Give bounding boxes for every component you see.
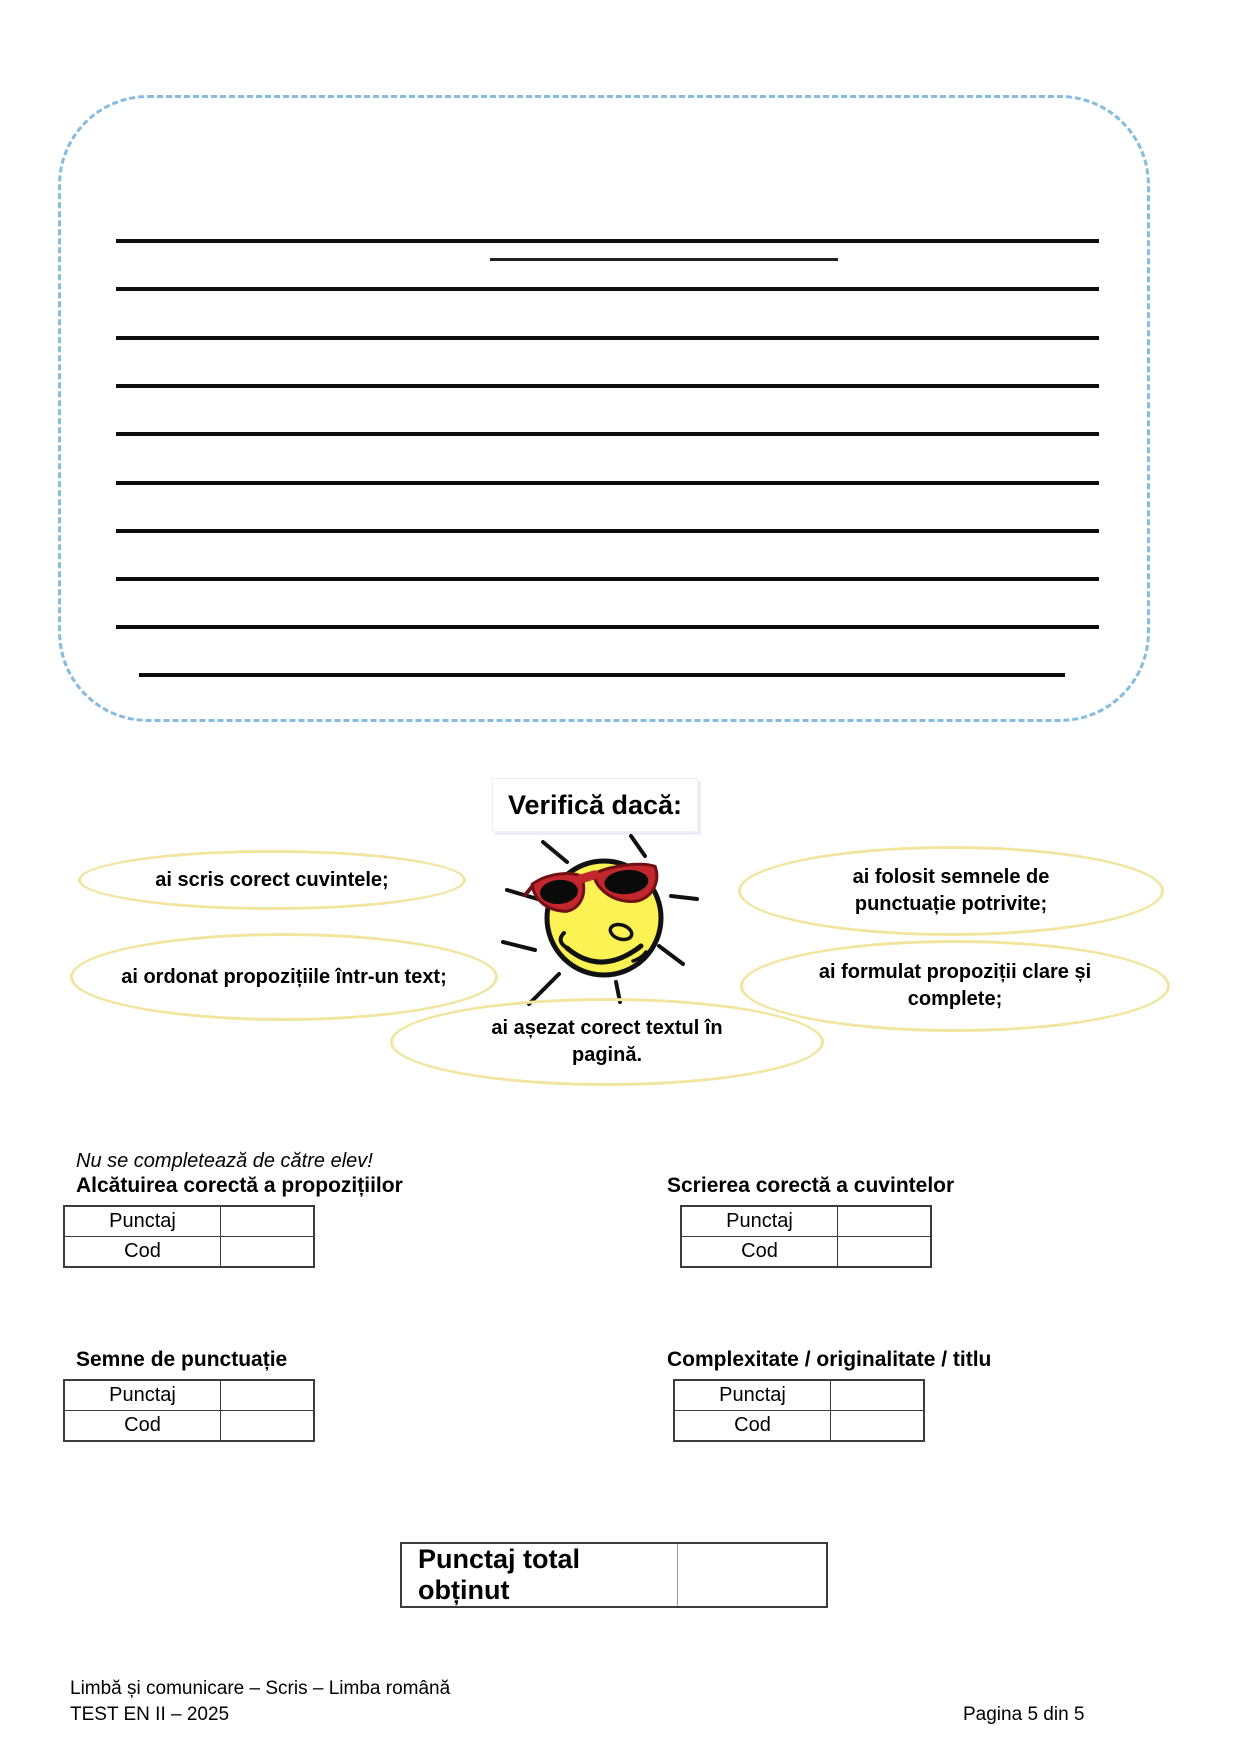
checklist-bubble-page-layout <box>390 998 824 1086</box>
cod-value-cell[interactable] <box>831 1411 923 1440</box>
punctaj-label-cell: Punctaj <box>65 1381 221 1410</box>
cod-label-cell: Cod <box>682 1237 838 1266</box>
cod-label-cell: Cod <box>65 1237 221 1266</box>
punctaj-row <box>65 1207 313 1237</box>
writing-line[interactable] <box>116 239 1099 243</box>
writing-line[interactable] <box>116 481 1099 485</box>
total-score-value-cell[interactable] <box>678 1544 826 1606</box>
punctaj-label-cell: Punctaj <box>65 1207 221 1236</box>
cod-label-cell: Cod <box>675 1411 831 1440</box>
punctaj-value-cell[interactable] <box>221 1381 313 1410</box>
checklist-item-label: ai ordonat propozițiile într-un text; <box>121 965 447 988</box>
total-score-label: Punctaj total obținut <box>402 1544 678 1606</box>
writing-line[interactable] <box>116 432 1099 436</box>
score-section-complexity <box>667 1348 991 1442</box>
footer-subject-line: Limbă și comunicare – Scris – Limba română <box>70 1678 451 1699</box>
score-table <box>680 1205 932 1268</box>
punctaj-value-cell[interactable] <box>221 1207 313 1236</box>
cod-row <box>682 1237 930 1266</box>
score-section-title: Semne de punctuație <box>76 1348 288 1371</box>
punctaj-row <box>65 1381 313 1411</box>
title-blank-line[interactable] <box>490 258 838 261</box>
cod-label-cell: Cod <box>65 1411 221 1440</box>
footer-page-number: Pagina 5 din 5 <box>963 1704 1085 1725</box>
checklist-heading: Verifică dacă: <box>492 778 698 832</box>
cod-row <box>65 1411 313 1440</box>
score-section-word-spelling <box>667 1174 954 1268</box>
evaluator-note: Nu se completează de către elev! <box>76 1150 373 1172</box>
footer-test-line: TEST EN II – 2025 <box>70 1704 230 1725</box>
score-section-title: Complexitate / originalitate / titlu <box>667 1348 992 1371</box>
checklist-bubble-spelling <box>78 850 466 910</box>
writing-line[interactable] <box>116 384 1099 388</box>
writing-line[interactable] <box>116 287 1099 291</box>
punctaj-row <box>675 1381 923 1411</box>
checklist-item-label: ai așezat corect textul în pagină. <box>491 1017 723 1066</box>
cod-value-cell[interactable] <box>838 1237 930 1266</box>
writing-line[interactable] <box>116 577 1099 581</box>
answer-writing-box[interactable] <box>58 95 1150 722</box>
score-table <box>63 1205 315 1268</box>
writing-line[interactable] <box>139 673 1065 677</box>
score-section-title: Alcătuirea corectă a propozițiilor <box>76 1174 403 1197</box>
writing-line[interactable] <box>116 625 1099 629</box>
score-section-punctuation <box>63 1348 315 1442</box>
score-table <box>673 1379 925 1442</box>
sun-with-sunglasses-icon <box>483 820 721 1020</box>
cod-row <box>675 1411 923 1440</box>
cod-row <box>65 1237 313 1266</box>
punctaj-value-cell[interactable] <box>838 1207 930 1236</box>
punctaj-label-cell: Punctaj <box>675 1381 831 1410</box>
cod-value-cell[interactable] <box>221 1411 313 1440</box>
checklist-bubble-sentence-order <box>70 933 498 1021</box>
writing-line[interactable] <box>116 529 1099 533</box>
score-table <box>63 1379 315 1442</box>
cod-value-cell[interactable] <box>221 1237 313 1266</box>
checklist-item-label: ai folosit semnele de punctuație potrivite; <box>852 866 1050 915</box>
score-section-title: Scrierea corectă a cuvintelor <box>667 1174 955 1197</box>
checklist-bubble-punctuation <box>738 846 1164 936</box>
score-section-sentence-construction <box>63 1174 403 1268</box>
writing-line[interactable] <box>116 336 1099 340</box>
punctaj-row <box>682 1207 930 1237</box>
checklist-bubble-clear-sentences <box>740 940 1170 1032</box>
checklist-item-label: ai formulat propoziții clare și complete; <box>818 961 1092 1010</box>
checklist-item-label: ai scris corect cuvintele; <box>155 868 389 891</box>
punctaj-value-cell[interactable] <box>831 1381 923 1410</box>
punctaj-label-cell: Punctaj <box>682 1207 838 1236</box>
total-score-box <box>400 1542 828 1608</box>
